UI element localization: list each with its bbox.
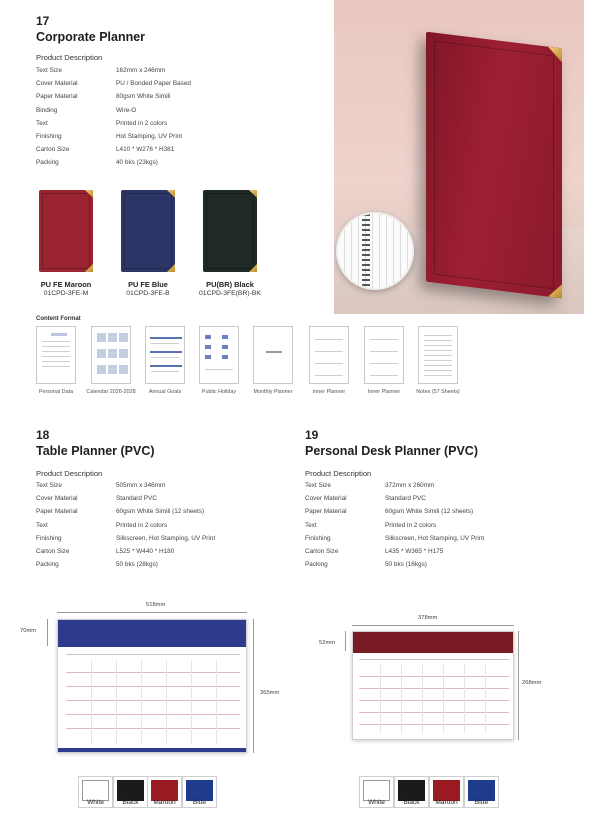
thumb-label: Notes (57 Sheets) [416,389,460,395]
calendar-col-line [485,665,486,733]
height-dimension: 268mm [522,680,542,686]
thumb-calendar [108,349,117,358]
thumb-bar [150,351,182,353]
spec-row [305,558,484,571]
thumb-line [370,351,398,352]
spec-label: Cover Material [36,80,78,88]
color-option-black [394,776,429,808]
page-thumbnail [145,326,185,384]
thumb-calendar [119,349,128,358]
spec-label: Finishing [305,534,331,542]
spec-label: Packing [305,561,328,569]
page-thumbnail [309,326,349,384]
thumb-label: Inner Planner [367,389,401,395]
thumb-line [424,335,452,336]
color-option-white [359,776,394,808]
section-number-18: 18 [36,428,50,442]
thumb-calendar [97,333,106,342]
thumb-label: Personal Data [38,389,74,395]
content-format-title: Content Format [36,316,81,322]
thumb-label: Public Holiday [201,389,237,395]
table-planner-title: Table Planner (PVC) [36,444,155,458]
spec-row [36,532,215,545]
table-description-heading: Product Description [36,469,103,478]
pvc-bottom-edge [58,748,246,753]
thumb-line [42,366,70,367]
spec-label: Packing [36,561,59,569]
thumb-calendar [108,365,117,374]
variant-code: 01CPD-3FE-B [126,290,170,297]
spec-label: Carton Size [36,548,70,556]
thumb-calendar [119,365,128,374]
thumb-line [315,363,343,364]
calendar-row-line [66,672,240,673]
spec-row [36,558,215,571]
calendar-row-line [66,686,240,687]
calendar-col-line [166,660,167,744]
spec-row [36,505,215,518]
spec-row [305,545,484,558]
spec-value: 372mm x 260mm [385,482,435,490]
spec-row [36,104,191,117]
spec-label: Packing [36,159,59,167]
thumb-bar [150,365,182,367]
calendar-col-line [216,660,217,744]
swatch-label: Black [122,799,139,806]
spec-label: Finishing [36,133,62,141]
width-dimension: 518mm [146,602,166,608]
corporate-description-heading: Product Description [36,53,103,62]
spec-row [305,519,484,532]
height-dimension-line [518,631,519,740]
calendar-row-line [66,700,240,701]
section-number-17: 17 [36,14,50,28]
calendar-col-line [141,660,142,744]
spec-label: Paper Material [36,508,78,516]
swatch-label: Maroon [435,799,458,806]
spec-value: 80gsm White Simili [116,93,171,101]
thumb-line [424,355,452,356]
thumb-line [424,365,452,366]
date-strip [66,654,240,655]
calendar-col-line [464,665,465,733]
thumb-line [151,343,179,344]
spec-value: L410 * W276 * H381 [116,146,175,154]
spec-row [36,77,191,90]
height-dimension: 365mm [260,690,280,696]
thumb-line [42,346,70,347]
folder-stitching [42,193,90,269]
thumb-line [151,371,179,372]
spec-value: L435 * W365 * H175 [385,548,444,556]
spec-value: Silkscreen, Hot Stamping, UV Print [116,534,216,542]
pvc-band [58,620,246,647]
desk-description-heading: Product Description [305,469,372,478]
spec-label: Cover Material [305,495,347,503]
table-planner-image [57,619,247,753]
width-dimension-line [352,625,514,626]
spec-row [36,130,191,143]
spec-label: Binding [36,106,58,114]
color-option-maroon [429,776,464,808]
variant-black-image [203,190,257,272]
spec-value: 50 bks (16kgs) [385,561,427,569]
thumb-line [424,370,452,371]
band-dimension-line [47,619,48,646]
calendar-row-line [359,712,509,713]
calendar-row-line [359,724,509,725]
thumb-line [424,360,452,361]
thumb-label: Calendar 2026-2028 [86,389,136,395]
swatch-label: White [87,799,104,806]
table-spec-table [36,479,215,571]
thumb-heading [51,333,67,336]
corporate-planner-hero-image [334,0,584,314]
spec-label: Cover Material [36,495,78,503]
page-thumbnail [36,326,76,384]
spec-value: Silkscreen, Hot Stamping, UV Print [385,534,485,542]
section-number-19: 19 [305,428,319,442]
band-dimension: 52mm [319,640,336,646]
calendar-col-line [443,665,444,733]
spec-row [36,117,191,130]
thumb-label: Annual Goals [148,389,182,395]
spec-value: Wire-O [116,106,137,114]
corporate-planner-title: Corporate Planner [36,30,146,44]
thumb-calendar [108,333,117,342]
pvc-band [353,632,513,653]
variant-code: 01CPD-3FE-M [43,290,89,297]
spec-label: Text [36,119,48,127]
thumb-calendar [119,333,128,342]
maroon-swatch [151,780,178,801]
spec-value: Standard PVC [385,495,426,503]
folder-stitching [206,193,254,269]
thumb-line [315,375,343,376]
folder-stitching [434,41,554,290]
color-option-black [113,776,148,808]
thumb-flag [205,345,211,349]
thumb-calendar [97,365,106,374]
thumb-line [315,339,343,340]
calendar-col-line [91,660,92,744]
page-thumbnail [418,326,458,384]
thumb-calendar [97,349,106,358]
swatch-label: Blue [474,799,489,806]
spec-value: Printed in 2 colors [385,521,437,529]
thumb-line [205,369,233,370]
color-option-white [78,776,113,808]
spec-label: Text [36,521,48,529]
spec-row [305,479,484,492]
thumb-year [266,351,282,353]
page-thumbnail [199,326,239,384]
blue-swatch [186,780,213,801]
spec-row [36,156,191,169]
thumb-flag [205,335,211,339]
variant-name: PU(BR) Black [206,280,254,289]
planner-folder [426,32,562,299]
spec-label: Carton Size [305,548,339,556]
width-dimension-line [57,612,247,613]
variant-maroon-image [39,190,93,272]
spec-value: 505mm x 346mm [116,482,166,490]
thumb-line [370,375,398,376]
spec-value: 40 bks (23kgs) [116,159,158,167]
thumb-flag [222,355,228,359]
spec-row [305,492,484,505]
spec-row [36,492,215,505]
spec-value: 60gsm White Simili (12 sheets) [116,508,205,516]
thumb-line [42,356,70,357]
date-strip [359,659,509,660]
band-dimension: 70mm [20,628,37,634]
thumb-label: Inner Planner [312,389,346,395]
spec-value: Printed in 2 colors [116,119,168,127]
desk-planner-image [352,631,514,740]
spec-value: Standard PVC [116,495,157,503]
spec-value: L525 * W440 * H180 [116,548,175,556]
swatch-label: Blue [192,799,207,806]
page-thumbnail [364,326,404,384]
calendar-row-line [359,700,509,701]
thumb-bar [150,337,182,339]
spec-row [305,505,484,518]
wire-binding-detail [336,212,414,290]
calendar-col-line [380,665,381,733]
calendar-row-line [66,728,240,729]
thumb-line [424,340,452,341]
thumb-line [42,351,70,352]
calendar-col-line [422,665,423,733]
calendar-col-line [401,665,402,733]
spec-label: Finishing [36,534,62,542]
swatch-label: Maroon [153,799,176,806]
thumb-line [42,341,70,342]
page-thumbnail [253,326,293,384]
black-swatch [117,780,144,801]
spec-value: 50 bks (28kgs) [116,561,158,569]
thumb-label: Monthly Planner [253,389,293,395]
calendar-row-line [359,688,509,689]
thumb-line [424,375,452,376]
thumb-flag [222,345,228,349]
blue-swatch [468,780,495,801]
spec-row [36,519,215,532]
desk-spec-table [305,479,484,571]
wire-o-ring-icon [362,214,370,288]
maroon-swatch [433,780,460,801]
thumb-line [424,345,452,346]
spec-row [305,532,484,545]
thumb-flag [205,355,211,359]
spec-value: Hot Stamping, UV Print [116,133,183,141]
calendar-col-line [191,660,192,744]
variant-code: 01CPD-3FE(BR)-BK [199,290,261,297]
thumb-line [315,351,343,352]
spec-value: 162mm x 246mm [116,67,166,75]
color-option-blue [464,776,499,808]
band-dimension-line [345,631,346,651]
desk-planner-title: Personal Desk Planner (PVC) [305,444,478,458]
calendar-col-line [116,660,117,744]
thumb-line [424,350,452,351]
spec-label: Carton Size [36,146,70,154]
calendar-row-line [66,714,240,715]
spec-row [36,64,191,77]
spec-row [36,479,215,492]
calendar-row-line [359,676,509,677]
variant-name: PU FE Blue [128,280,168,289]
spec-label: Text [305,521,317,529]
thumb-line [151,357,179,358]
spec-value: Printed in 2 colors [116,521,168,529]
page-thumbnail [91,326,131,384]
spec-row [36,545,215,558]
color-option-maroon [147,776,182,808]
thumb-line [370,363,398,364]
spec-label: Text Size [305,482,331,490]
variant-name: PU FE Maroon [40,280,92,289]
swatch-label: Black [403,799,420,806]
color-option-blue [182,776,217,808]
height-dimension-line [253,619,254,753]
spec-label: Paper Material [36,93,78,101]
white-swatch [82,780,109,801]
corporate-spec-table [36,64,191,170]
white-swatch [363,780,390,801]
variant-blue-image [121,190,175,272]
width-dimension: 378mm [418,615,438,621]
spec-label: Paper Material [305,508,347,516]
spec-row [36,90,191,103]
spec-value: 60gsm White Simili (12 sheets) [385,508,474,516]
folder-stitching [124,193,172,269]
spec-row [36,143,191,156]
spec-label: Text Size [36,67,62,75]
spec-label: Text Size [36,482,62,490]
thumb-flag [222,335,228,339]
swatch-label: White [368,799,385,806]
thumb-line [42,361,70,362]
spec-value: PU / Bonded Paper Based [116,80,191,88]
thumb-line [370,339,398,340]
black-swatch [398,780,425,801]
